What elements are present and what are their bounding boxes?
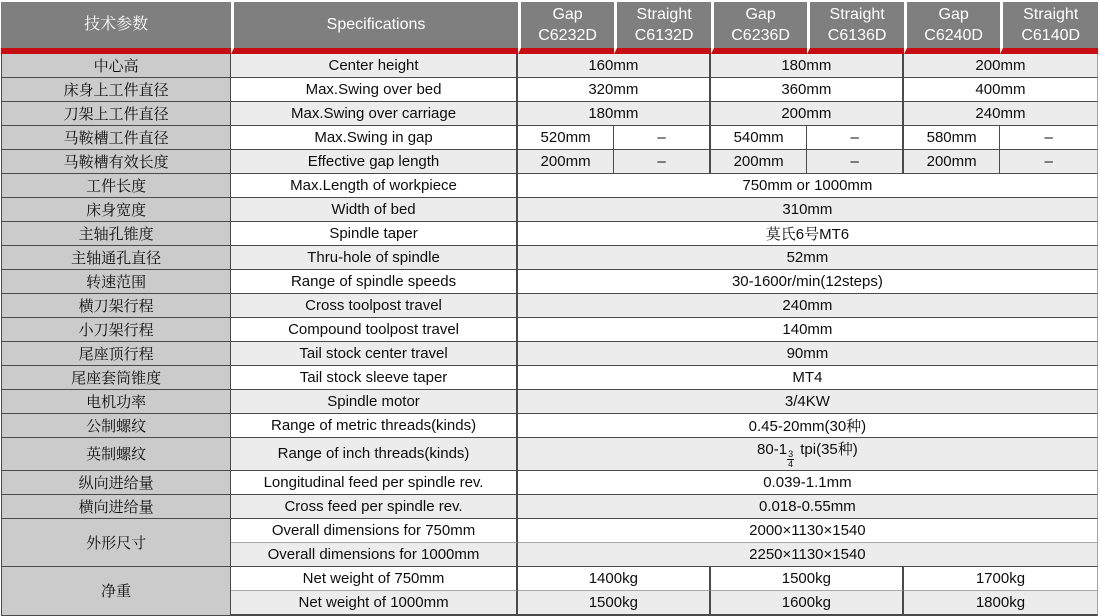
spec-value: 0.45-20mm(30种) xyxy=(518,414,1098,438)
param-name-cn: 尾座套筒锥度 xyxy=(1,366,231,390)
model-header-C6240D xyxy=(904,2,1001,54)
model-type-label: Gap xyxy=(938,6,969,23)
table-row xyxy=(1,294,1098,318)
param-name-cn: 横刀架行程 xyxy=(1,294,231,318)
table-row xyxy=(1,222,1098,246)
model-header-C6136D xyxy=(807,2,904,54)
param-name-cn: 横向进给量 xyxy=(1,495,231,519)
table-row xyxy=(1,390,1098,414)
spec-name-en: Overall dimensions for 750mm xyxy=(231,519,518,543)
param-name-cn: 电机功率 xyxy=(1,390,231,414)
spec-value: 30-1600r/min(12steps) xyxy=(518,270,1098,294)
param-name-cn: 净重 xyxy=(1,567,231,616)
model-code-label: C6136D xyxy=(827,27,887,44)
spec-name-en: Range of spindle speeds xyxy=(231,270,518,294)
spec-name-en: Effective gap length xyxy=(231,150,518,174)
spec-value: 320mm xyxy=(518,78,711,102)
spec-value: 1500kg xyxy=(518,591,711,616)
fraction: $\frac{3}{4}$ xyxy=(788,449,794,470)
param-name-cn: 主轴通孔直径 xyxy=(1,246,231,270)
model-header-C6236D xyxy=(711,2,808,54)
model-header-C6232D xyxy=(518,2,615,54)
param-name-cn: 马鞍槽工件直径 xyxy=(1,126,231,150)
spec-value: 1600kg xyxy=(711,591,904,616)
table-row xyxy=(1,126,1098,150)
model-code-label: C6232D xyxy=(538,27,597,44)
spec-value: – xyxy=(807,150,904,174)
param-name-cn: 工件长度 xyxy=(1,174,231,198)
spec-value: 540mm xyxy=(711,126,808,150)
spec-name-en: Spindle taper xyxy=(231,222,518,246)
spec-value: 2250×1130×1540 xyxy=(518,543,1098,567)
spec-value: 240mm xyxy=(518,294,1098,318)
model-code-label: C6236D xyxy=(731,27,790,44)
spec-value: 80-1 $\frac{3}{4}$ tpi(35种) xyxy=(518,438,1098,471)
table-row xyxy=(1,102,1098,126)
spec-name-en: Thru-hole of spindle xyxy=(231,246,518,270)
header-tech-params: 技术参数 xyxy=(1,2,231,54)
model-code-label: C6140D xyxy=(1021,27,1081,44)
model-code-label: C6240D xyxy=(924,27,983,44)
table-row xyxy=(1,174,1098,198)
spec-name-en: Net weight of 1000mm xyxy=(231,591,518,616)
table-header xyxy=(1,2,1098,54)
table-row xyxy=(1,78,1098,102)
spec-value: 2000×1130×1540 xyxy=(518,519,1098,543)
param-name-cn: 主轴孔锥度 xyxy=(1,222,231,246)
param-name-cn: 床身宽度 xyxy=(1,198,231,222)
spec-name-en: Center height xyxy=(231,54,518,78)
spec-name-en: Max.Swing over carriage xyxy=(231,102,518,126)
spec-value: – xyxy=(614,150,711,174)
spec-value: 3/4KW xyxy=(518,390,1098,414)
table-row xyxy=(1,495,1098,519)
table-row xyxy=(1,150,1098,174)
spec-name-en: Range of metric threads(kinds) xyxy=(231,414,518,438)
spec-name-en: Overall dimensions for 1000mm xyxy=(231,543,518,567)
spec-value: 180mm xyxy=(518,102,711,126)
specifications-table xyxy=(1,2,1098,616)
spec-value: – xyxy=(1000,150,1098,174)
spec-value: 200mm xyxy=(904,54,1098,78)
spec-name-en: Compound toolpost travel xyxy=(231,318,518,342)
spec-name-en: Spindle motor xyxy=(231,390,518,414)
spec-name-en: Cross feed per spindle rev. xyxy=(231,495,518,519)
model-type-label: Straight xyxy=(1023,6,1079,23)
spec-name-en: Range of inch threads(kinds) xyxy=(231,438,518,471)
spec-name-en: Max.Swing in gap xyxy=(231,126,518,150)
model-type-label: Straight xyxy=(636,6,692,23)
spec-value: 140mm xyxy=(518,318,1098,342)
table-row xyxy=(1,438,1098,471)
spec-value: 莫氏6号MT6 xyxy=(518,222,1098,246)
param-name-cn: 转速范围 xyxy=(1,270,231,294)
spec-name-en: Max.Swing over bed xyxy=(231,78,518,102)
spec-value: MT4 xyxy=(518,366,1098,390)
spec-value: 52mm xyxy=(518,246,1098,270)
spec-value: 400mm xyxy=(904,78,1098,102)
spec-value: 1400kg xyxy=(518,567,711,591)
spec-value: 160mm xyxy=(518,54,711,78)
param-name-cn: 英制螺纹 xyxy=(1,438,231,471)
spec-value: 360mm xyxy=(711,78,904,102)
table-row xyxy=(1,54,1098,78)
table-row xyxy=(1,471,1098,495)
model-header-C6132D xyxy=(614,2,711,54)
spec-value: – xyxy=(1000,126,1098,150)
table-row xyxy=(1,519,1098,543)
spec-name-en: Tail stock sleeve taper xyxy=(231,366,518,390)
spec-name-en: Net weight of 750mm xyxy=(231,567,518,591)
table-row xyxy=(1,246,1098,270)
spec-value: 200mm xyxy=(711,102,904,126)
spec-name-en: Longitudinal feed per spindle rev. xyxy=(231,471,518,495)
table-row xyxy=(1,318,1098,342)
table-row xyxy=(1,567,1098,591)
spec-value: 90mm xyxy=(518,342,1098,366)
spec-value: 0.039-1.1mm xyxy=(518,471,1098,495)
spec-value: 580mm xyxy=(904,126,1001,150)
model-header-C6140D xyxy=(1000,2,1098,54)
spec-value: – xyxy=(614,126,711,150)
spec-name-en: Width of bed xyxy=(231,198,518,222)
param-name-cn: 公制螺纹 xyxy=(1,414,231,438)
table-row xyxy=(1,414,1098,438)
spec-value: 200mm xyxy=(711,150,808,174)
spec-value: 1500kg xyxy=(711,567,904,591)
param-name-cn: 刀架上工件直径 xyxy=(1,102,231,126)
model-type-label: Straight xyxy=(829,6,885,23)
param-name-cn: 床身上工件直径 xyxy=(1,78,231,102)
spec-value: 200mm xyxy=(518,150,615,174)
model-code-label: C6132D xyxy=(634,27,694,44)
spec-value: 310mm xyxy=(518,198,1098,222)
param-name-cn: 外形尺寸 xyxy=(1,519,231,567)
model-type-label: Gap xyxy=(745,6,776,23)
spec-value: 1800kg xyxy=(904,591,1098,616)
table-row xyxy=(1,342,1098,366)
spec-name-en: Tail stock center travel xyxy=(231,342,518,366)
spec-value: 750mm or 1000mm xyxy=(518,174,1098,198)
spec-value: 180mm xyxy=(711,54,904,78)
spec-value: 0.018-0.55mm xyxy=(518,495,1098,519)
spec-name-en: Cross toolpost travel xyxy=(231,294,518,318)
param-name-cn: 纵向进给量 xyxy=(1,471,231,495)
spec-value: 520mm xyxy=(518,126,615,150)
param-name-cn: 尾座顶行程 xyxy=(1,342,231,366)
spec-value: – xyxy=(807,126,904,150)
param-name-cn: 马鞍槽有效长度 xyxy=(1,150,231,174)
spec-name-en: Max.Length of workpiece xyxy=(231,174,518,198)
spec-value: 1700kg xyxy=(904,567,1098,591)
param-name-cn: 中心高 xyxy=(1,54,231,78)
model-type-label: Gap xyxy=(552,6,583,23)
spec-value: 240mm xyxy=(904,102,1098,126)
table-row xyxy=(1,270,1098,294)
header-specifications: Specifications xyxy=(231,2,518,54)
param-name-cn: 小刀架行程 xyxy=(1,318,231,342)
table-body xyxy=(1,54,1098,616)
table-row xyxy=(1,366,1098,390)
spec-value: 200mm xyxy=(904,150,1001,174)
table-row xyxy=(1,198,1098,222)
